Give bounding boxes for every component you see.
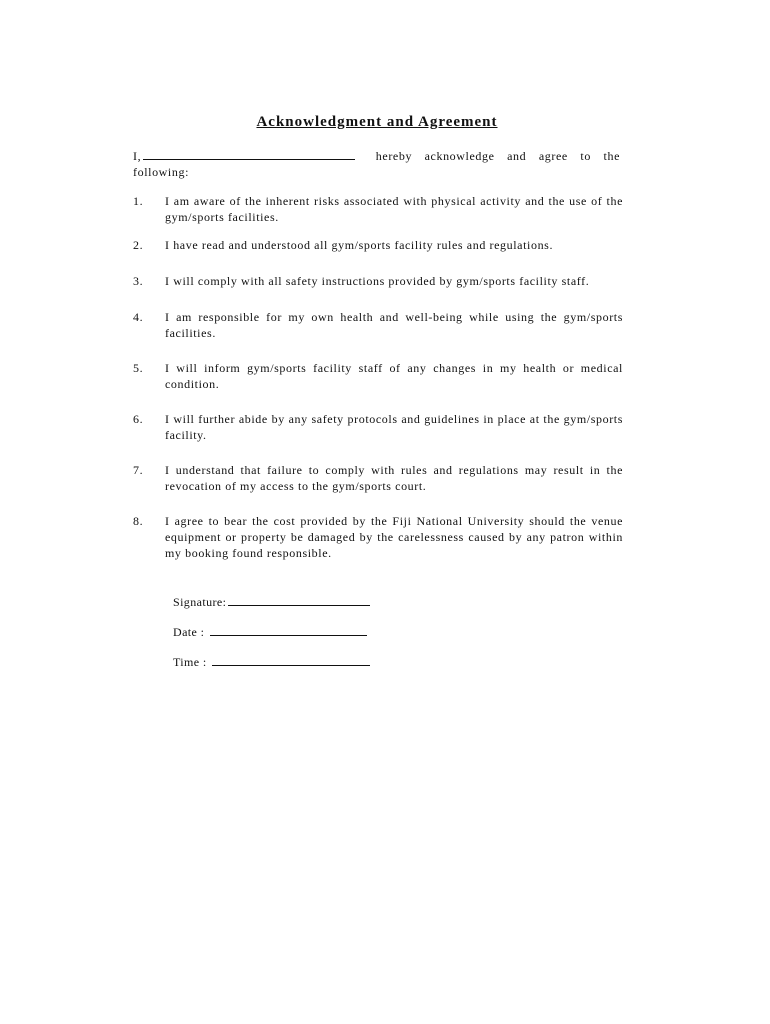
list-item-number: 7. (133, 463, 144, 477)
intro-prefix: I, (133, 149, 142, 163)
time-blank-line[interactable] (212, 654, 370, 666)
time-label: Time : (173, 655, 207, 669)
list-item (133, 411, 623, 443)
list-item (133, 513, 623, 561)
name-blank-line[interactable] (143, 149, 355, 160)
list-item-text: I have read and understood all gym/sports facility rules and regulations. (165, 238, 554, 252)
list-item (133, 309, 623, 341)
list-item (133, 193, 623, 225)
date-blank-line[interactable] (210, 624, 367, 636)
list-item-text: I am responsible for my own health and well-being while using the gym/sports facilities. (165, 310, 623, 340)
signature-label: Signature: (173, 595, 227, 609)
date-label: Date : (173, 625, 205, 639)
list-item (133, 462, 623, 494)
time-row (173, 654, 370, 670)
list-item-number: 8. (133, 514, 144, 528)
list-item-text: I will further abide by any safety protocols and guidelines in place at the gym/sports facility. (165, 412, 623, 442)
list-item-text: I will inform gym/sports facility staff of any changes in my health or medical condition. (165, 361, 623, 391)
list-item-number: 4. (133, 310, 144, 324)
date-row (173, 624, 367, 640)
signature-row (173, 594, 370, 610)
signature-blank-line[interactable] (228, 594, 370, 606)
intro-suffix: hereby acknowledge and agree to the following: (133, 149, 620, 179)
intro-statement (133, 148, 620, 180)
list-item (133, 237, 623, 253)
list-item-number: 1. (133, 194, 144, 208)
document-title: Acknowledgment and Agreement (256, 114, 498, 130)
list-item-text: I will comply with all safety instructions provided by gym/sports facility staff. (165, 274, 590, 288)
list-item-number: 2. (133, 238, 144, 252)
list-item-text: I am aware of the inherent risks associated with physical activity and the use of the gym/sports facilities. (165, 194, 623, 224)
list-item-number: 5. (133, 361, 144, 375)
list-item (133, 273, 623, 289)
list-item-text: I agree to bear the cost provided by the Fiji National University should the venue equipment or property be damaged by the carelessness caused by any patron within my booking found responsible. (165, 514, 623, 560)
list-item-text: I understand that failure to comply with rules and regulations may result in the revocation of my access to the gym/sports court. (165, 463, 623, 493)
list-item (133, 360, 623, 392)
list-item-number: 6. (133, 412, 144, 426)
list-item-number: 3. (133, 274, 144, 288)
